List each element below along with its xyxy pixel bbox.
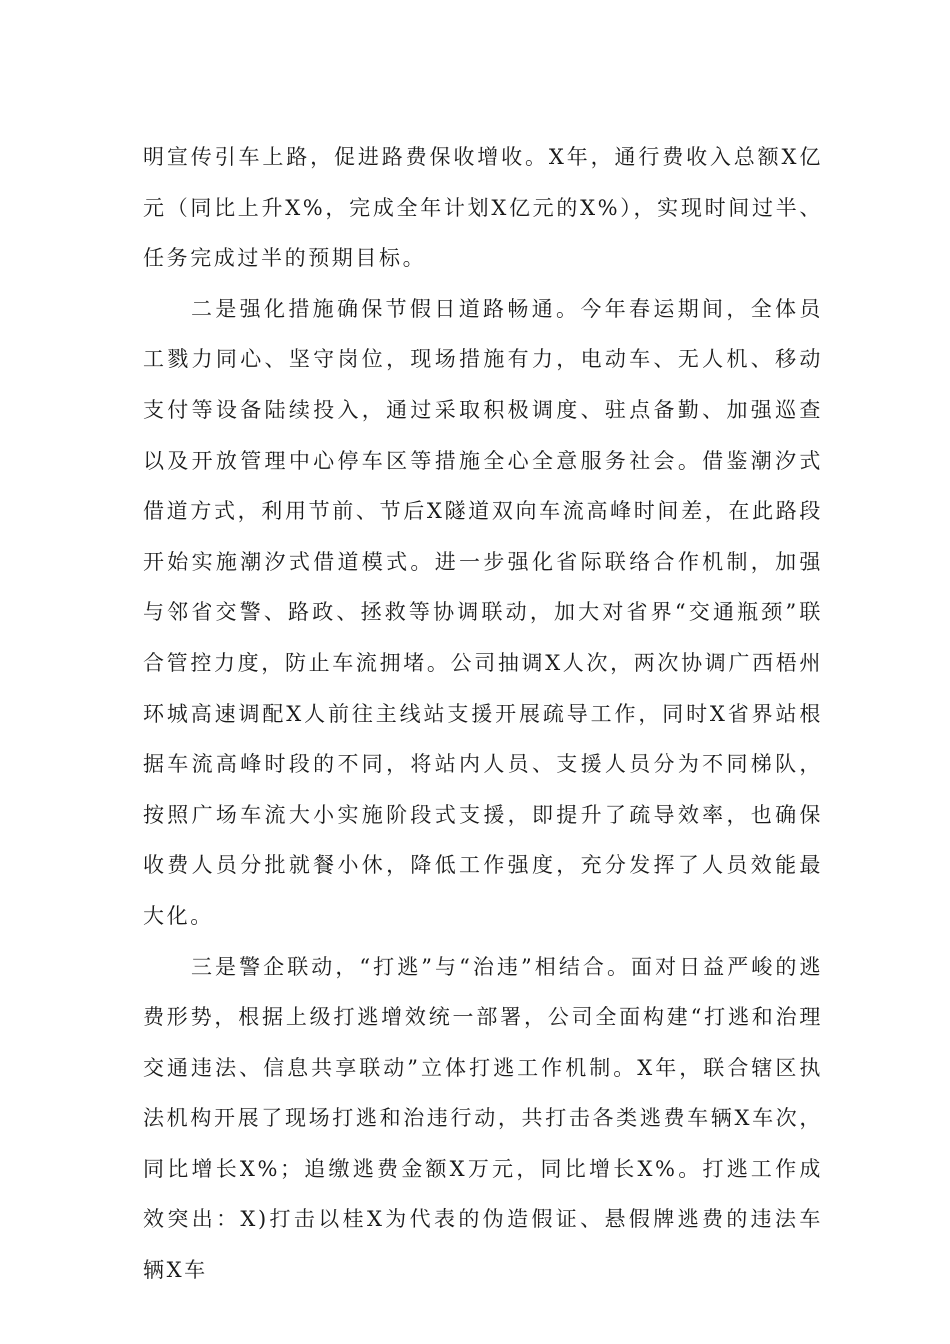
paragraph-continuation: 明宣传引车上路，促进路费保收增收。X年，通行费收入总额X亿元（同比上升X%，完成全年计划X亿元的X%），实现时间过半、任务完成过半的预期目标。: [143, 145, 823, 271]
paragraph-police-enterprise: 三是警企联动，“打逃”与“治违”相结合。面对日益严峻的逃费形势，根据上级打逃增效统一部署，公司全面构建“打逃和治理交通违法、信息共享联动”立体打逃工作机制。X年，联合辖区执法机构开展了现场打逃和治违行动，共打击各类逃费车辆X车次，同比增长X%；追缴逃费金额X万元，同比增长X%。打逃工作成效突出：X)打击以桂X为代表的伪造假证、悬假牌逃费的违法车辆X车: [143, 954, 824, 1283]
document-body: [143, 132, 823, 1296]
paragraph-holiday-traffic: 二是强化措施确保节假日道路畅通。今年春运期间，全体员工戮力同心、坚守岗位，现场措施有力，电动车、无人机、移动支付等设备陆续投入，通过采取积极调度、驻点备勤、加强巡查以及开放管理中心停车区等措施全心全意服务社会。借鉴潮汐式借道方式，利用节前、节后X隧道双向车流高峰时间差，在此路段开始实施潮汐式借道模式。进一步强化省际联络合作机制，加强与邻省交警、路政、拯救等协调联动，加大对省界“交通瓶颈”联合管控力度，防止车流拥堵。公司抽调X人次，两次协调广西梧州环城高速调配X人前往主线站支援开展疏导工作，同时X省界站根据车流高峰时段的不同，将站内人员、支援人员分为不同梯队，按照广场车流大小实施阶段式支援，即提升了疏导效率，也确保收费人员分批就餐小休，降低工作强度，充分发挥了人员效能最大化。: [143, 296, 823, 928]
